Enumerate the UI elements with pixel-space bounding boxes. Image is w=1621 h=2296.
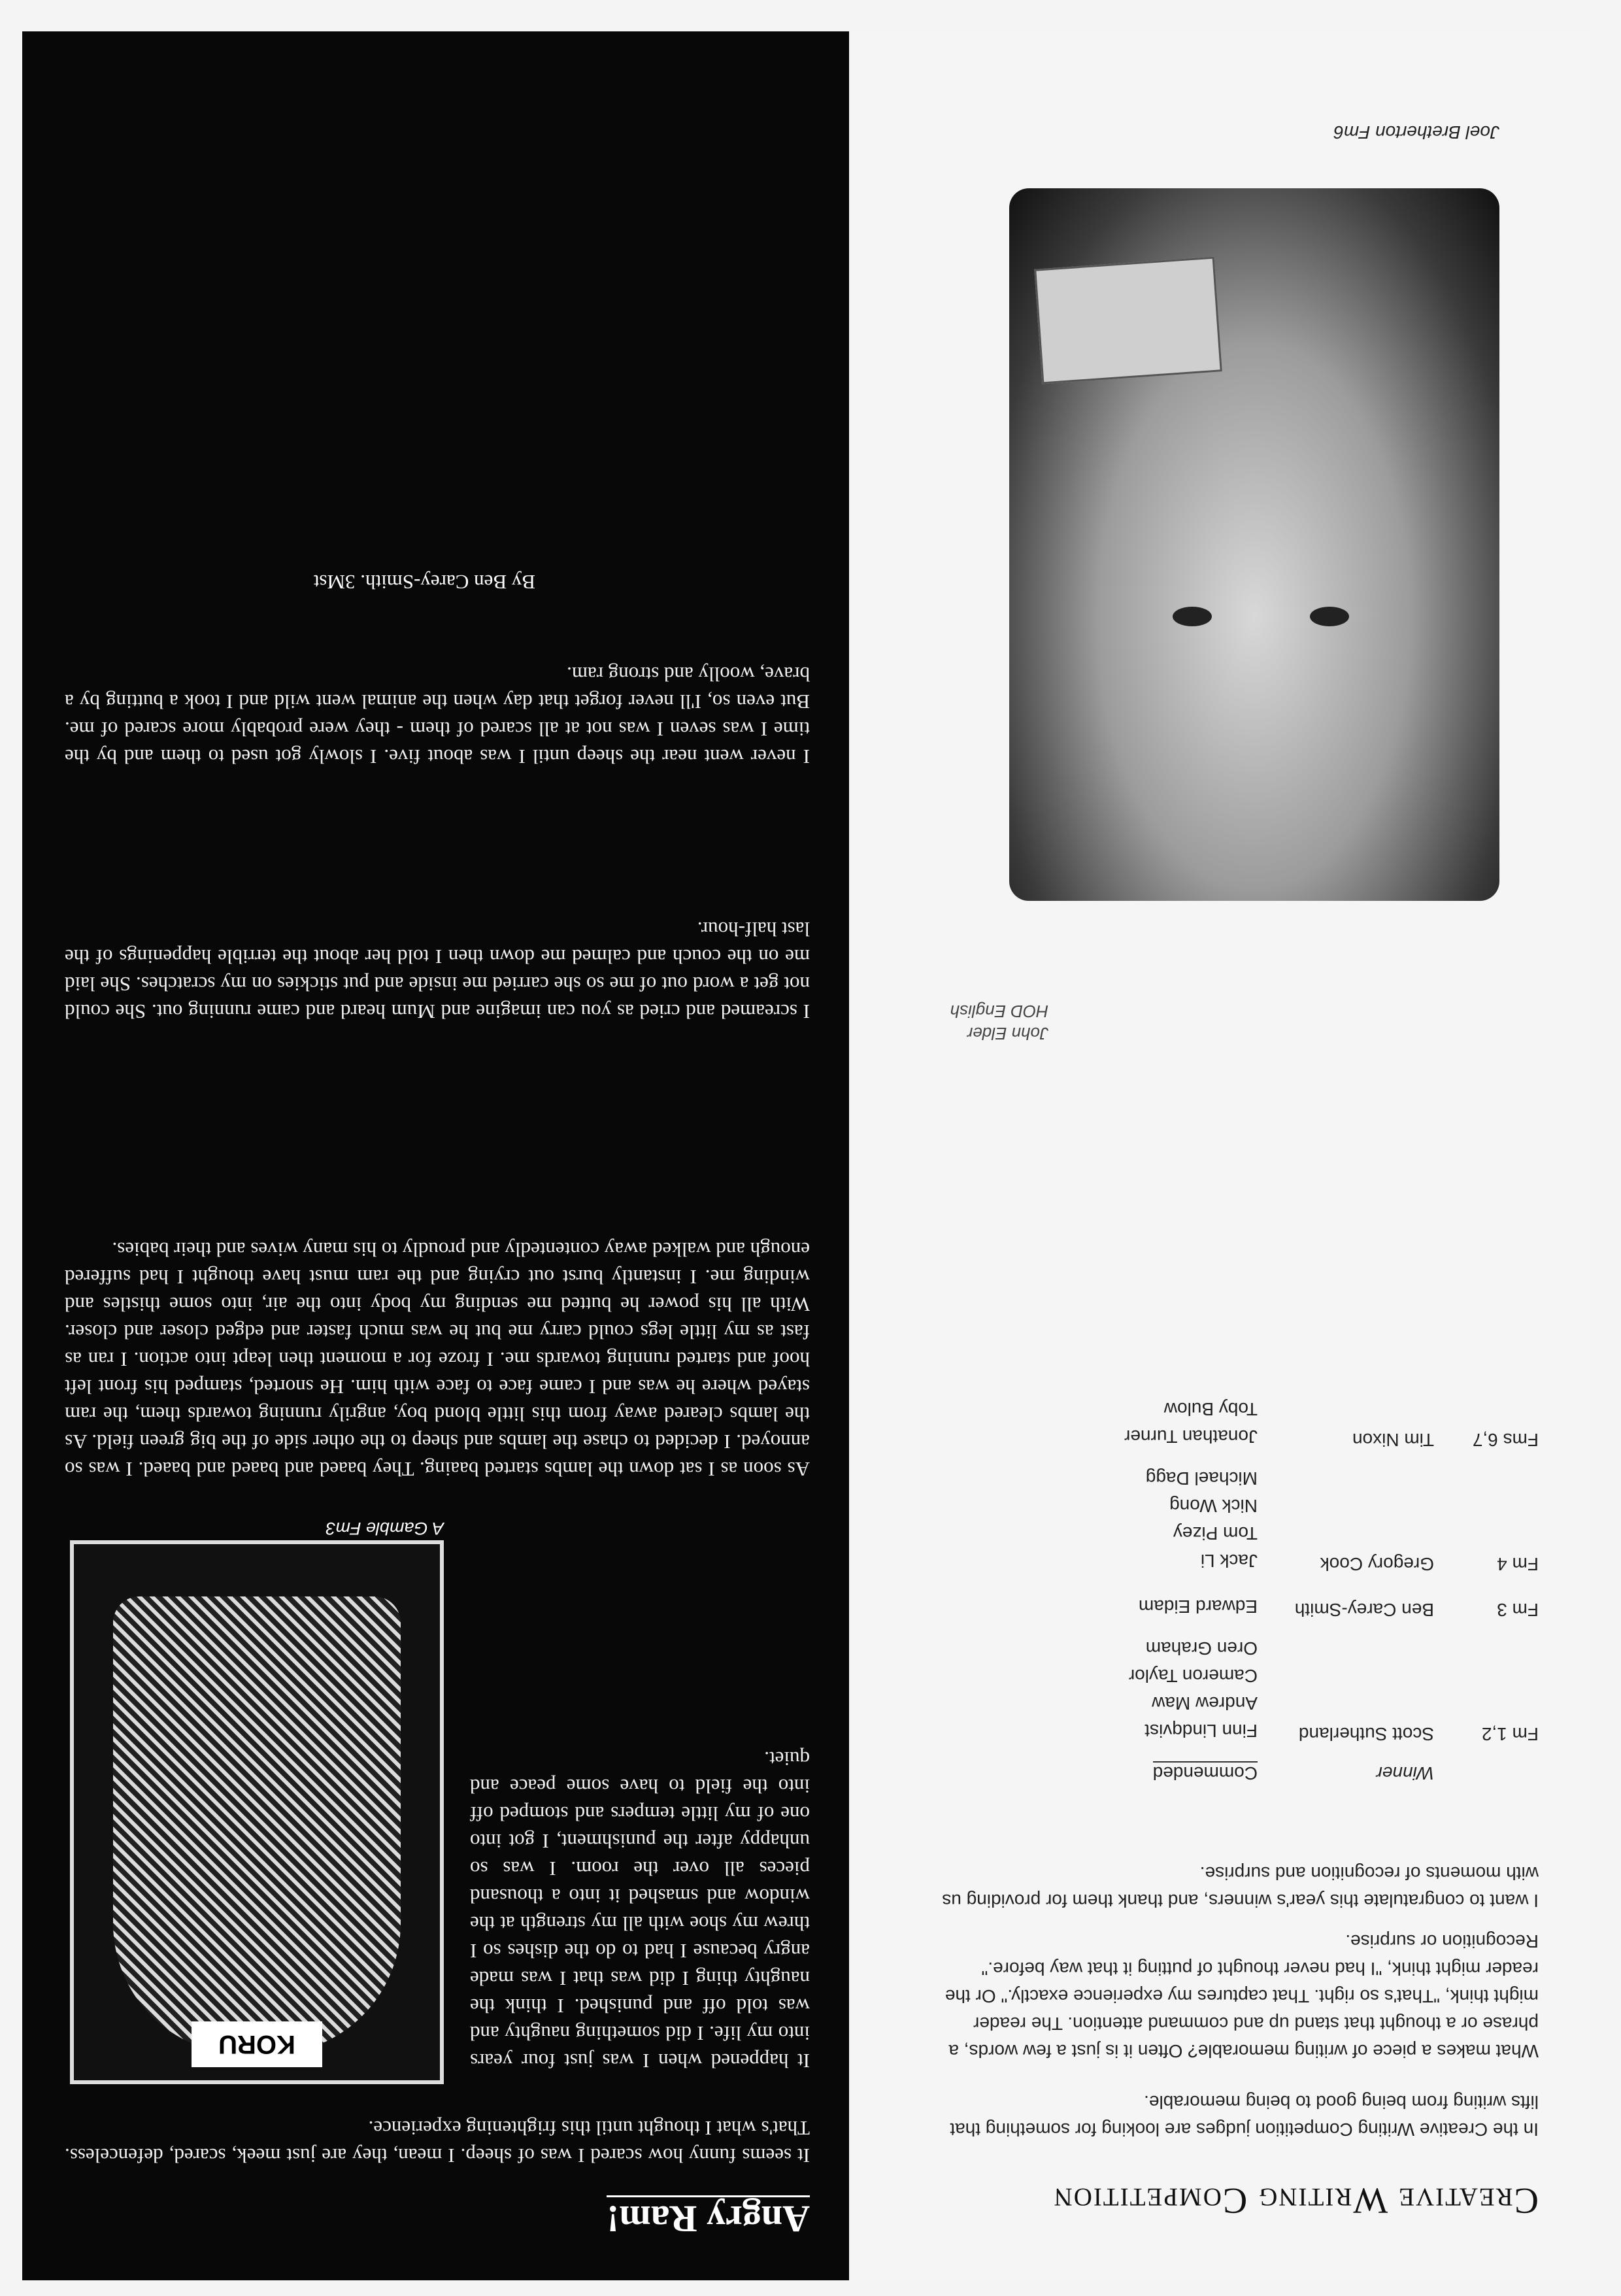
portrait-eye	[1310, 607, 1349, 626]
commended-names: Jack Li Tom Pizey Nick Wong Michael Dagg	[1145, 1468, 1258, 1571]
woodcut-koru-lettering: KORU	[192, 2021, 322, 2067]
story-title: Angry Ram!	[607, 2195, 810, 2241]
commended-names: Edward Eidam	[1138, 1596, 1258, 1617]
competition-title: Creative Writing Competition	[1052, 2180, 1539, 2221]
commended-header: Commended	[1153, 1761, 1258, 1783]
portrait-paper-note	[1034, 257, 1222, 384]
winner-header: Winner	[1376, 1763, 1434, 1783]
upside-down-sheet	[16, 16, 1591, 2280]
portrait-drawing	[1009, 188, 1499, 901]
form-label: Fm 3	[1497, 1600, 1539, 1620]
form-label: Fms 6,7	[1472, 1430, 1539, 1450]
competition-para-memorable: What makes a piece of writing memorable? Often it is just a few words, a phrase or a thought that stand up and command attention. The reader might think, "That's so right. That captures my experience exactly." Or the reader might think, "I had never thought of putting it that way before." Recognition or surprise.	[944, 1931, 1539, 2061]
portrait-caption: Joel Bretherton Fm6	[1333, 122, 1499, 143]
woodcut-figure	[113, 1596, 401, 2054]
winner-name: Ben Carey-Smith	[1294, 1600, 1434, 1620]
competition-column	[852, 31, 1591, 2280]
story-byline: By Ben Carey-Smith. 3Mst	[313, 571, 535, 594]
form-label: Fm 4	[1497, 1554, 1539, 1574]
signature-role: HOD English	[950, 1002, 1048, 1021]
story-paragraph: I screamed and cried as you can imagine and Mum heard and came running out. She could not get a word out of me so she carried me inside and put stickies on my scratches. She laid me on the couch and calmed me down then I told her about the terrible happenings of the last half-hour.	[65, 918, 810, 1023]
winner-name: Tim Nixon	[1352, 1430, 1434, 1450]
story-paragraph: It happened when I was just four years into my life. I did something naughty and was told off and punished. I think the naughty thing I did was that I was made angry because I had to do the dishes so I threw my shoe with all my strength at the window and smashed it into a thousand pieces all over the room. I was so unhappy after the punishment, I got into one of my little tempers and stomped off into the field to have some peace and quiet.	[470, 1747, 810, 2072]
competition-congratulations: I want to congratulate this year's winners, and thank them for providing us with moments of recognition and surprise.	[942, 1863, 1539, 1911]
story-paragraph: As soon as I sat down the lambs started baaing. They baaed and baaed and baaed. I was so annoyed. I decided to chase the lambs and sheep to the other side of the big green field. As the lambs cleared away from this little blond boy, angrily running towards them, the ram stayed where he was and I came face to face with him. He snorted, stamped his front left hoof and started running towards me. I froze for a moment then leapt into action. I ran as fast as my little legs could carry me but he was much faster and edged closer and closer. With all his power he butted me sending my body into the air, into some thistles and winding me. I instantly burst out crying and the ram must have thought I had suffered enough and walked away contentedly and proudly to his many wives and their babies.	[65, 1238, 810, 1481]
commended-names: Jonathan Turner Toby Bulow	[1124, 1399, 1258, 1447]
form-label: Fm 1,2	[1481, 1724, 1539, 1744]
competition-intro: In the Creative Writing Competition judges are looking for something that lifts writing from being good to being memorable.	[950, 2092, 1539, 2140]
woodcut-caption: A Gamble Fm3	[326, 1519, 444, 1538]
signature-name: John Elder	[967, 1024, 1048, 1043]
story-intro: It seems funny how scared I was of sheep. I mean, they are just meek, scared, defenceless. That's what I thought until this frightening experience.	[65, 2117, 810, 2167]
story-paragraph: I never went near the sheep until I was about five. I slowly got used to them and by the time I was seven I was not at all scared of them - they were probably more scared of me. But even so, I'll never forget that day when the animal went wild and I took a butting by a brave, woolly and strong ram.	[65, 663, 810, 768]
commended-names: Finn Lindqvist Andrew Maw Cameron Taylor Oren Graham	[1128, 1638, 1258, 1741]
story-panel	[22, 31, 849, 2280]
portrait-eye	[1173, 607, 1212, 626]
signature	[950, 1000, 1048, 1045]
winner-name: Gregory Cook	[1320, 1554, 1434, 1574]
winner-name: Scott Sutherland	[1298, 1724, 1434, 1744]
woodcut-illustration	[70, 1540, 444, 2084]
